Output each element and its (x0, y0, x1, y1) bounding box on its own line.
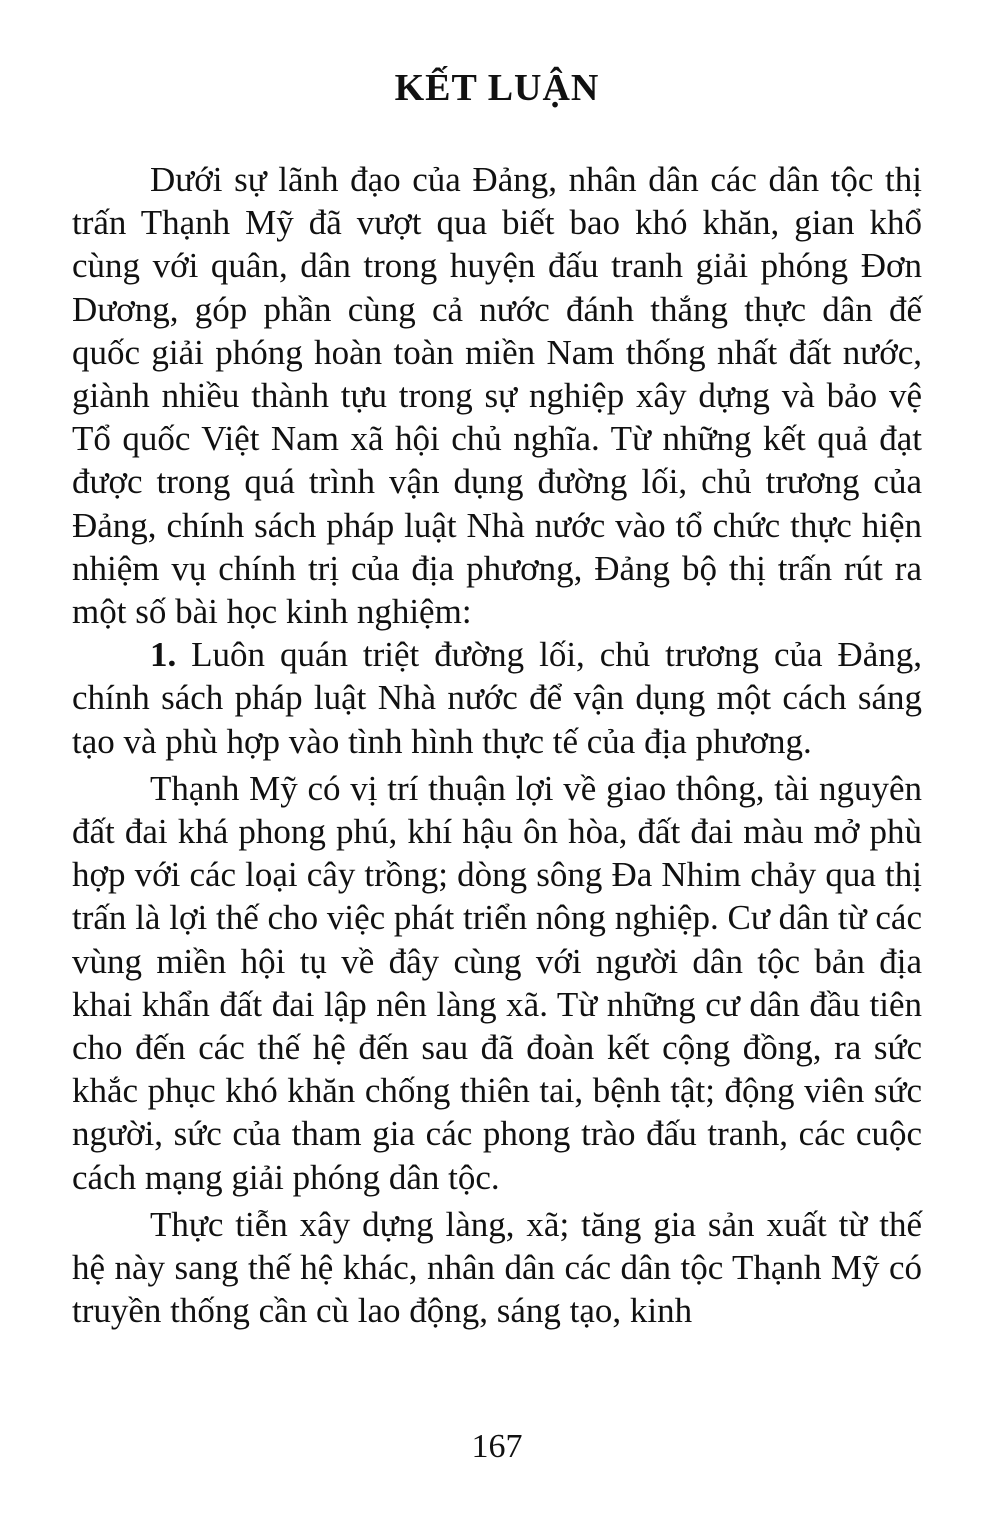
paragraph-intro: Dưới sự lãnh đạo của Đảng, nhân dân các dân tộc thị trấn Thạnh Mỹ đã vượt qua biết bao khó khăn, gian khổ cùng với quân, dân trong huyện đấu tranh giải phóng Đơn Dương, góp phần cùng cả nước đánh thắng thực dân đế quốc giải phóng hoàn toàn miền Nam thống nhất đất nước, giành nhiều thành tựu trong sự nghiệp xây dựng và bảo vệ Tổ quốc Việt Nam xã hội chủ nghĩa. Từ những kết quả đạt được trong quá trình vận dụng đường lối, chủ trương của Đảng, chính sách pháp luật Nhà nước vào tổ chức thực hiện nhiệm vụ chính trị của địa phương, Đảng bộ thị trấn rút ra một số bài học kinh nghiệm: (72, 160, 922, 632)
lesson-text: Luôn quán triệt đường lối, chủ trương của Đảng, chính sách pháp luật Nhà nước để vận dụng một cách sáng tạo và phù hợp vào tình hình thực tế của địa phương. (72, 635, 922, 761)
lesson-number: 1. (150, 635, 177, 675)
paragraph-lesson-1 (72, 633, 922, 763)
paragraph-tradition: Thực tiễn xây dựng làng, xã; tăng gia sản xuất từ thế hệ này sang thế hệ khác, nhân dân các dân tộc Thạnh Mỹ có truyền thống cần cù lao động, sáng tạo, kinh (72, 1204, 922, 1331)
paragraph-geography: Thạnh Mỹ có vị trí thuận lợi về giao thông, tài nguyên đất đai khá phong phú, khí hậu ôn hòa, đất đai màu mở phù hợp với các loại cây trồng; dòng sông Đa Nhim chảy qua thị trấn là lợi thế cho việc phát triển nông nghiệp. Cư dân từ các vùng miền hội tụ về đây cùng với người dân tộc bản địa khai khẩn đất đai lập nên làng xã. Từ những cư dân đầu tiên cho đến các thế hệ đến sau đã đoàn kết cộng đồng, ra sức khắc phục khó khăn chống thiên tai, bệnh tật; động viên sức người, sức của tham gia các phong trào đấu tranh, các cuộc cách mạng giải phóng dân tộc. (72, 768, 922, 1197)
page-number: 167 (471, 1428, 523, 1465)
body-text (72, 158, 922, 1332)
chapter-title: KẾT LUẬN (394, 67, 600, 109)
